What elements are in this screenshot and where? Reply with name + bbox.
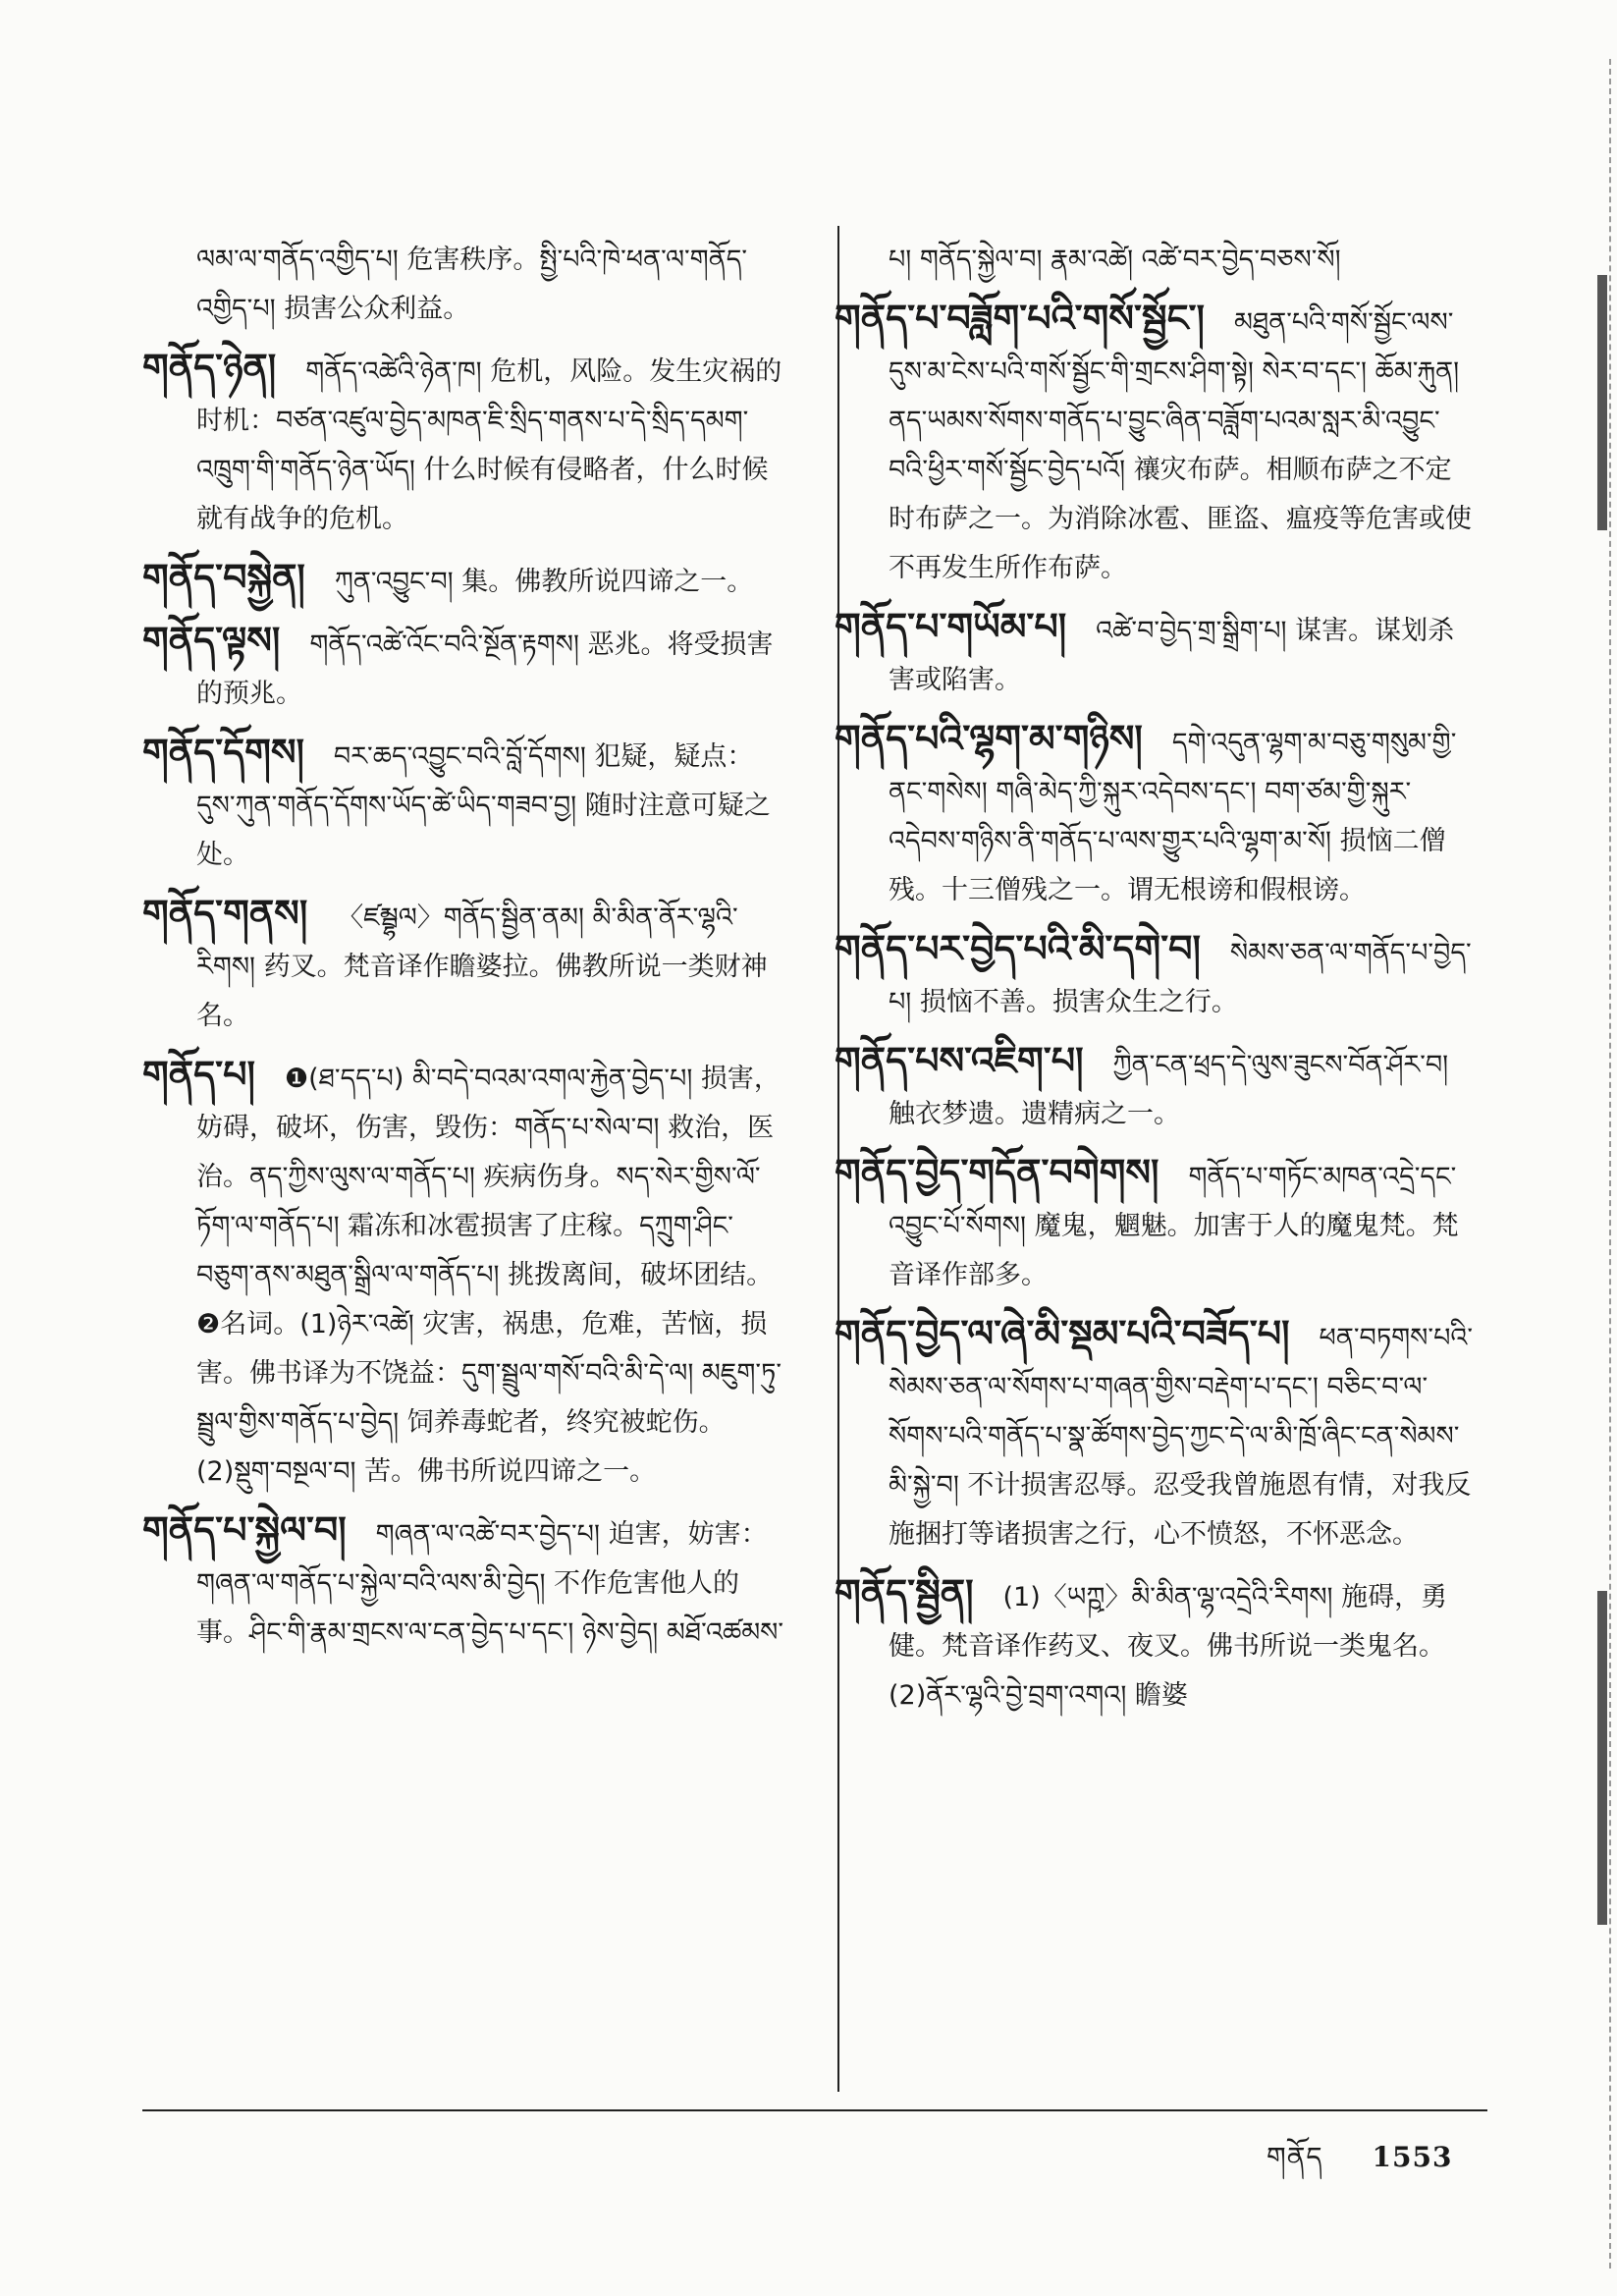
entry — [142, 725, 785, 880]
entry — [835, 1306, 1478, 1559]
entry-headword: གནོད་བྱེད་ལ་ཞེ་མི་སྡམ་པའི་བཟོད་པ། — [835, 1312, 1290, 1355]
entry-headword: གནོད་པ་བཟློག་པའི་གསོ་སྦྱོང་། — [835, 297, 1205, 340]
entry — [835, 599, 1478, 705]
entry-definition: གནོད་འཚེའི་ཉེན་ཁ། 危机，风险。发生灾祸的时机：བཙན་འཛུལ་བྱེད་མཁན་ཇི་སྲིད་གནས་པ་དེ་སྲིད་དམག་འཁྲུག་གི་གནོད་ཉེན་ཡོད། 什么时候有侵略者，什么时候就有战争的危机。 — [196, 356, 782, 534]
entry-definition: འཚེ་བ་བྱེད་གྲ་སྒྲིག་པ། 谋害。谋划杀害或陷害。 — [889, 616, 1455, 695]
page-footer — [1267, 2126, 1452, 2204]
entry-definition: ལམ་ལ་གནོད་འགྱིད་པ། 危害秩序。སྤྱི་པའི་ཁེ་ཕན་ལ་གནོད་འགྱིད་པ། 损害公众利益。 — [196, 245, 748, 324]
entry-headword: གནོད་སྦྱིན། — [835, 1571, 974, 1614]
entry — [835, 291, 1478, 593]
entry-definition: ཀྱིན་ངན་ཕྲད་དེ་ལུས་ཟུངས་བོན་ཤོར་བ། 触衣梦遗。遗精病之一。 — [889, 1050, 1449, 1129]
entry-definition: གནོད་འཚེ་འོང་བའི་སྔོན་རྟགས། 恶兆。将受损害的预兆。 — [196, 629, 774, 709]
entry — [835, 1033, 1478, 1139]
entry-headword: གནོད་པར་བྱེད་པའི་མི་དགེ་བ། — [835, 927, 1201, 970]
entry-definition: (1)〈ཡཀྵ〉མི་མིན་ལྷ་འདྲེའི་རིགས། 施碍，勇健。梵音译作药叉、夜叉。佛书所说一类鬼名。(2)ནོར་ལྷའི་བྱེ་བྲག་འགའ། 瞻婆 — [889, 1582, 1448, 1711]
entry-headword: གནོད་བསྐྱེན། — [142, 556, 305, 599]
entry — [835, 1565, 1478, 1721]
entry-definition: བར་ཆད་འབྱུང་བའི་བློ་དོགས། 犯疑，疑点：དུས་ཀུན་གནོད་དོགས་ཡོད་ཚེ་ཡིད་གཟབ་བྱ། 随时注意可疑之处。 — [196, 741, 771, 870]
entry-continuation — [196, 236, 785, 334]
entry-headword: གནོད་པའི་ལྷག་མ་གཉིས། — [835, 717, 1143, 760]
entry-definition: ཕན་བཏགས་པའི་སེམས་ཅན་ལ་སོགས་པ་གཞན་གྱིས་བརྡེག་པ་དང་། བཅིང་བ་ལ་སོགས་པའི་གནོད་པ་སྣ་ཚོགས་བྱེད་ཀྱང་དེ་ལ་མི་ཁྲོ་ཞིང་ངན་སེམས་མི་སྐྱེ་བ། 不计损害忍辱。忍受我曾施恩有情，对我反施捆打等诸损害之行，心不愤怒，不怀恶念。 — [889, 1323, 1474, 1550]
entry — [142, 1503, 785, 1658]
entry — [142, 340, 785, 544]
entry-definition: པ། གནོད་སྐྱེལ་བ། རྣམ་འཚེ། འཚེ་བར་བྱེད་བཅས་སོ། — [889, 245, 1341, 275]
entry — [142, 1047, 785, 1497]
entry-definition: ཀུན་འབྱུང་བ། 集。佛教所说四谛之一。 — [334, 567, 754, 597]
margin-scan-bar — [1597, 275, 1607, 530]
left-column — [142, 236, 785, 1664]
entry-definition: ❶(ཐ་དད་པ) མི་བདེ་བའམ་འགལ་རྐྱེན་བྱེད་པ། 损害，妨碍，破坏，伤害，毁伤：གནོད་པ་སེལ་བ། 救治，医治。ནད་ཀྱིས་ལུས་ལ་གནོད་པ། 疾病伤身。སད་སེར་གྱིས་ལོ་ཏོག་ལ་གནོད་པ། 霜冻和冰雹损害了庄稼。དཀྲུག་ཤིང་བཅུག་ནས་མཐུན་སྒྲིལ་ལ་གནོད་པ། 挑拨离间，破坏团结。❷名词。(1)ཉེར་འཚེ། 灾害，祸患，危难，苦恼，损害。佛书译为不饶益：དུག་སྦྲུལ་གསོ་བའི་མི་དེ་ལ། མཇུག་ཏུ་སྦྲུལ་གྱིས་གནོད་པ་བྱེད། 饲养毒蛇者，终究被蛇伤。(2)སྡུག་བསྔལ་བ། 苦。佛书所说四谛之一。 — [196, 1064, 782, 1487]
entry — [835, 921, 1478, 1027]
entry-headword: གནོད་པ། — [142, 1053, 255, 1096]
entry-definition: མཐུན་པའི་གསོ་སྦྱོང་ལས་དུས་མ་ངེས་པའི་གསོ་སྦྱོང་གི་གྲངས་ཤིག་སྟེ། སེར་བ་དང་། ཆོམ་རྐུན། ནད་ཡམས་སོགས་གནོད་པ་བྱུང་ཞིན་བཟློག་པའམ་སླར་མི་འབྱུང་བའི་ཕྱིར་གསོ་སྦྱོང་བྱེད་པའོ། 禳灾布萨。相顺布萨之不定时布萨之一。为消除冰雹、匪盗、瘟疫等危害或使不再发生所作布萨。 — [889, 307, 1472, 583]
entry — [835, 1145, 1478, 1300]
entry — [142, 550, 785, 607]
margin-scan-bar — [1597, 1591, 1607, 1925]
entry-headword: གནོད་ཉེན། — [142, 346, 277, 389]
entry-definition: དགེ་འདུན་ལྷག་མ་བཅུ་གསུམ་གྱི་ནང་གསེས། གཞི་མེད་ཀྱི་སྐུར་འདེབས་དང་། བག་ཙམ་གྱི་སྐུར་འདེབས་གཉིས་ནི་གནོད་པ་ལས་གྱུར་པའི་ལྷག་མ་སོ། 损恼二僧残。十三僧残之一。谓无根谤和假根谤。 — [889, 728, 1457, 905]
entry-headword: གནོད་པ་སྐྱེལ་བ། — [142, 1508, 347, 1552]
entry-definition: གནོད་པ་གཏོང་མཁན་འདྲེ་དང་འབྱུང་པོ་སོགས། 魔鬼，魍魅。加害于人的魔鬼梵。梵音译作部多。 — [889, 1162, 1459, 1290]
entry — [835, 711, 1478, 915]
entry-headword: གནོད་པ་གཡོམ་པ། — [835, 605, 1067, 648]
entry-headword: གནོད་དོགས། — [142, 731, 304, 774]
entry-headword: གནོད་གནས། — [142, 892, 308, 935]
entry-headword: གནོད་ལྟས། — [142, 619, 281, 662]
footer-rule — [142, 2109, 1487, 2111]
entry-definition: 〈ཛམྦྷལ〉གནོད་སྦྱིན་ནམ། མི་མིན་ནོར་ལྷའི་རིགས། 药叉。梵音译作瞻婆拉。佛教所说一类财神名。 — [196, 902, 768, 1031]
page-number: 1553 — [1372, 2141, 1453, 2173]
entry — [142, 886, 785, 1041]
entry-definition: གཞན་ལ་འཚེ་བར་བྱེད་པ། 迫害，妨害：གཞན་ལ་གནོད་པ་སྐྱེལ་བའི་ལས་མི་བྱེད། 不作危害他人的事。ཤིང་གི་རྣམ་གྲངས་ལ་ངན་བྱེད་པ་དང་། ཉེས་བྱེད། མཐོ་འཚམས་ — [196, 1519, 784, 1648]
section-header: གནོད — [1267, 2141, 1323, 2173]
entry-definition: སེམས་ཅན་ལ་གནོད་པ་བྱེད་པ། 损恼不善。损害众生之行。 — [889, 938, 1472, 1017]
entry-continuation — [889, 236, 1478, 285]
entry — [142, 613, 785, 719]
right-column — [835, 236, 1478, 1726]
entry-headword: གནོད་པས་འཇིག་པ། — [835, 1039, 1084, 1082]
entry-headword: གནོད་བྱེད་གདོན་བགེགས། — [835, 1151, 1159, 1194]
